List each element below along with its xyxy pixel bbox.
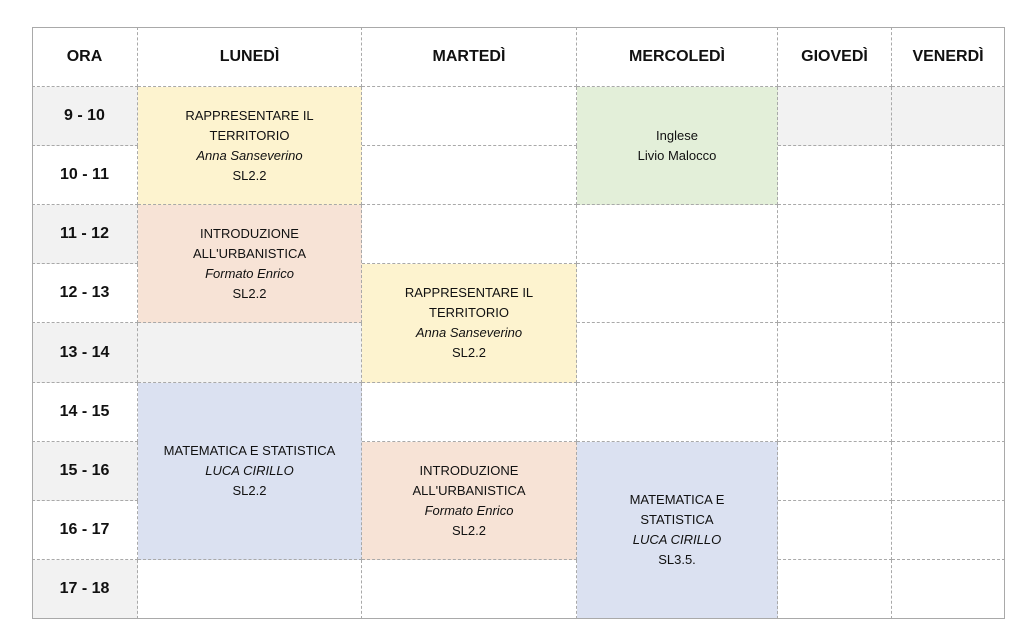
header-mercoledi: MERCOLEDÌ: [577, 27, 778, 87]
time-slot: 16 - 17: [32, 501, 138, 560]
event-monday-urbanistica[interactable]: [138, 205, 362, 323]
event-room: SL3.5.: [658, 552, 696, 567]
event-title: MATEMATICA E STATISTICA: [629, 492, 725, 527]
event-teacher: LUCA CIRILLO: [632, 532, 722, 547]
event-room: SL2.2: [452, 522, 486, 538]
event-teacher: Anna Sanseverino: [196, 147, 303, 163]
event-title: Inglese: [656, 127, 698, 143]
empty-cell: [778, 442, 892, 501]
empty-cell: [778, 205, 892, 264]
empty-cell: [892, 87, 1005, 146]
event-title: RAPPRESENTARE IL TERRITORIO: [185, 107, 314, 143]
event-tuesday-urbanistica[interactable]: [362, 442, 577, 560]
header-martedi: MARTEDÌ: [362, 27, 577, 87]
event-teacher: Anna Sanseverino: [415, 325, 523, 340]
event-wednesday-matematica[interactable]: [577, 442, 778, 619]
empty-cell: [892, 146, 1005, 205]
header-venerdi: VENERDÌ: [892, 27, 1005, 87]
empty-cell: [577, 264, 778, 323]
event-room: SL2.2: [232, 285, 267, 301]
empty-cell: [892, 264, 1005, 323]
event-wednesday-inglese[interactable]: [577, 87, 778, 205]
empty-cell: [778, 264, 892, 323]
empty-cell: [892, 323, 1005, 383]
empty-cell: [362, 87, 577, 146]
time-slot: 9 - 10: [32, 87, 138, 146]
event-teacher: Formato Enrico: [205, 265, 294, 281]
empty-cell: [892, 501, 1005, 560]
empty-cell: [138, 323, 362, 383]
empty-cell: [778, 560, 892, 619]
time-slot: 15 - 16: [32, 442, 138, 501]
empty-cell: [778, 501, 892, 560]
empty-cell: [138, 560, 362, 619]
empty-cell: [362, 560, 577, 619]
empty-cell: [362, 205, 577, 264]
event-title: RAPPRESENTARE IL TERRITORIO: [404, 285, 534, 320]
event-title: INTRODUZIONE ALL'URBANISTICA: [412, 462, 526, 498]
event-teacher: Formato Enrico: [424, 502, 514, 518]
event-title: INTRODUZIONE ALL'URBANISTICA: [192, 225, 306, 261]
event-room: SL2.2: [452, 345, 486, 360]
empty-cell: [362, 146, 577, 205]
event-tuesday-rappresentare[interactable]: [362, 264, 577, 383]
header-ora: ORA: [32, 27, 138, 87]
empty-cell: [362, 383, 577, 442]
time-slot: 10 - 11: [32, 146, 138, 205]
event-title: MATEMATICA E STATISTICA: [163, 443, 336, 458]
time-slot: 13 - 14: [32, 323, 138, 383]
event-room: SL2.2: [232, 167, 267, 183]
event-teacher: LUCA CIRILLO: [205, 463, 294, 478]
time-slot: 11 - 12: [32, 205, 138, 264]
empty-cell: [778, 323, 892, 383]
event-monday-matematica[interactable]: [138, 383, 362, 560]
empty-cell: [577, 323, 778, 383]
empty-cell: [778, 383, 892, 442]
time-slot: 14 - 15: [32, 383, 138, 442]
timetable: [32, 27, 1005, 619]
empty-cell: [778, 146, 892, 205]
empty-cell: [892, 560, 1005, 619]
empty-cell: [778, 87, 892, 146]
time-slot: 17 - 18: [32, 560, 138, 619]
empty-cell: [892, 383, 1005, 442]
empty-cell: [577, 383, 778, 442]
empty-cell: [892, 442, 1005, 501]
event-room: SL2.2: [232, 483, 267, 498]
header-giovedi: GIOVEDÌ: [778, 27, 892, 87]
time-slot: 12 - 13: [32, 264, 138, 323]
empty-cell: [892, 205, 1005, 264]
empty-cell: [577, 205, 778, 264]
event-monday-rappresentare[interactable]: [138, 87, 362, 205]
event-teacher: Livio Malocco: [637, 147, 717, 163]
header-lunedi: LUNEDÌ: [138, 27, 362, 87]
